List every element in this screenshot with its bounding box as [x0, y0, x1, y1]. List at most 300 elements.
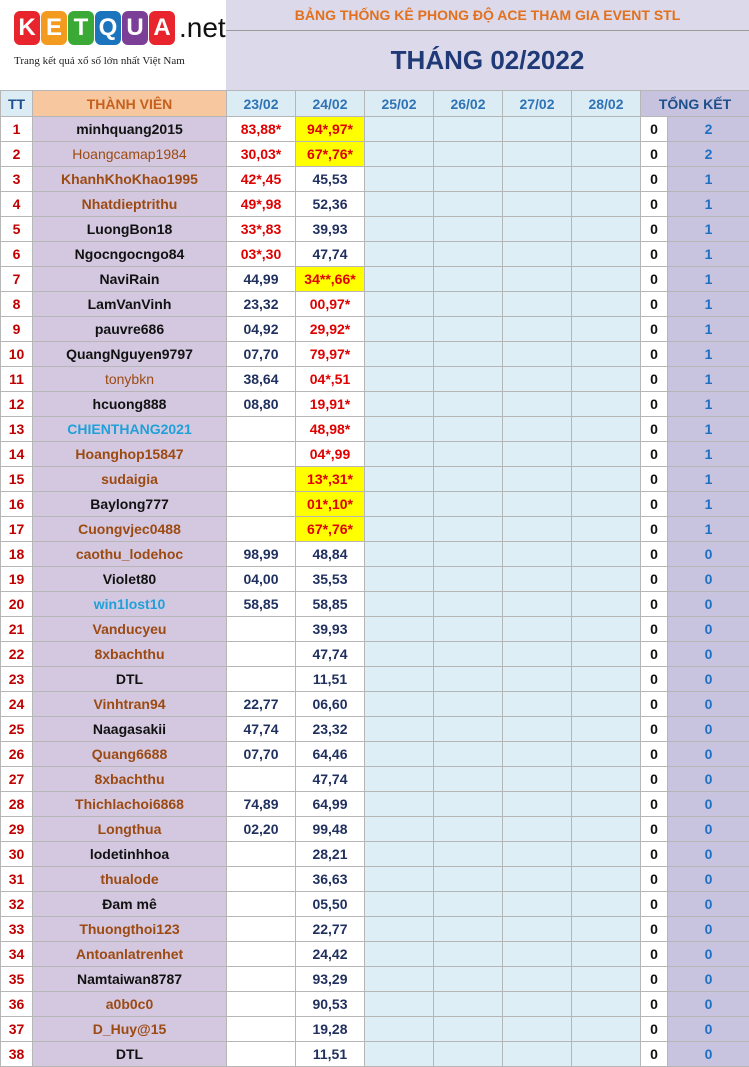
row-number: 16 [1, 492, 33, 517]
member-name[interactable]: win1lost10 [33, 592, 227, 617]
date-cell-26-02 [434, 1017, 503, 1042]
member-name[interactable]: Vinhtran94 [33, 692, 227, 717]
member-name[interactable]: thualode [33, 867, 227, 892]
summary-count: 0 [641, 142, 668, 167]
date-cell-27-02 [503, 467, 572, 492]
date-cell-26-02 [434, 642, 503, 667]
date-cell-24-02: 22,77 [296, 917, 365, 942]
date-cell-24-02: 35,53 [296, 567, 365, 592]
date-cell-25-02 [365, 742, 434, 767]
row-number: 17 [1, 517, 33, 542]
summary-count: 0 [641, 767, 668, 792]
row-number: 15 [1, 467, 33, 492]
date-cell-28-02 [572, 417, 641, 442]
date-cell-23-02: 42*,45 [227, 167, 296, 192]
date-cell-28-02 [572, 217, 641, 242]
row-number: 20 [1, 592, 33, 617]
date-cell-28-02 [572, 467, 641, 492]
table-row [1, 442, 749, 467]
member-name[interactable]: Naagasakii [33, 717, 227, 742]
date-cell-26-02 [434, 517, 503, 542]
summary-count: 0 [641, 967, 668, 992]
date-cell-28-02 [572, 192, 641, 217]
logo-letter: K [14, 11, 40, 45]
date-cell-28-02 [572, 817, 641, 842]
date-cell-25-02 [365, 192, 434, 217]
date-cell-28-02 [572, 592, 641, 617]
date-cell-23-02: 49*,98 [227, 192, 296, 217]
date-cell-25-02 [365, 342, 434, 367]
date-cell-28-02 [572, 1017, 641, 1042]
summary-count: 0 [641, 367, 668, 392]
row-number: 6 [1, 242, 33, 267]
row-number: 10 [1, 342, 33, 367]
logo-tagline: Trang kết quả xổ số lớn nhất Việt Nam [14, 55, 185, 67]
row-number: 38 [1, 1042, 33, 1067]
date-cell-28-02 [572, 242, 641, 267]
member-name[interactable]: Nhatdieptrithu [33, 192, 227, 217]
date-cell-24-02: 99,48 [296, 817, 365, 842]
row-number: 34 [1, 942, 33, 967]
month-title: THÁNG 02/2022 [226, 31, 749, 90]
row-number: 27 [1, 767, 33, 792]
member-name[interactable]: minhquang2015 [33, 117, 227, 142]
summary-total: 0 [668, 992, 749, 1017]
date-cell-24-02: 19,91* [296, 392, 365, 417]
date-cell-26-02 [434, 117, 503, 142]
logo-letter: A [149, 11, 175, 45]
date-cell-28-02 [572, 692, 641, 717]
date-cell-23-02 [227, 842, 296, 867]
date-cell-28-02 [572, 867, 641, 892]
date-cell-24-02: 67*,76* [296, 517, 365, 542]
date-cell-26-02 [434, 842, 503, 867]
date-cell-24-02: 39,93 [296, 617, 365, 642]
date-cell-26-02 [434, 592, 503, 617]
member-name[interactable]: hcuong888 [33, 392, 227, 417]
date-cell-28-02 [572, 517, 641, 542]
date-cell-24-02: 90,53 [296, 992, 365, 1017]
row-number: 5 [1, 217, 33, 242]
table-row [1, 217, 749, 242]
row-number: 2 [1, 142, 33, 167]
summary-count: 0 [641, 792, 668, 817]
date-cell-23-02 [227, 942, 296, 967]
date-cell-24-02: 39,93 [296, 217, 365, 242]
logo-letter: U [122, 11, 148, 45]
member-name[interactable]: Thichlachoi6868 [33, 792, 227, 817]
date-cell-24-02: 29,92* [296, 317, 365, 342]
row-number: 1 [1, 117, 33, 142]
date-cell-23-02: 83,88* [227, 117, 296, 142]
member-name[interactable]: Vanducyeu [33, 617, 227, 642]
date-cell-23-02 [227, 867, 296, 892]
member-name[interactable]: caothu_lodehoc [33, 542, 227, 567]
date-cell-28-02 [572, 367, 641, 392]
summary-count: 0 [641, 742, 668, 767]
date-cell-26-02 [434, 542, 503, 567]
table-row [1, 167, 749, 192]
table-row [1, 492, 749, 517]
member-name[interactable]: Quang6688 [33, 742, 227, 767]
date-cell-23-02 [227, 1042, 296, 1067]
date-cell-23-02: 07,70 [227, 742, 296, 767]
table-row [1, 917, 749, 942]
date-cell-25-02 [365, 292, 434, 317]
table-row [1, 967, 749, 992]
date-cell-27-02 [503, 717, 572, 742]
summary-total: 1 [668, 342, 749, 367]
date-cell-25-02 [365, 892, 434, 917]
date-cell-28-02 [572, 442, 641, 467]
row-number: 3 [1, 167, 33, 192]
summary-count: 0 [641, 317, 668, 342]
date-cell-24-02: 04*,51 [296, 367, 365, 392]
date-cell-28-02 [572, 742, 641, 767]
member-name[interactable]: Violet80 [33, 567, 227, 592]
summary-total: 0 [668, 942, 749, 967]
row-number: 22 [1, 642, 33, 667]
date-cell-27-02 [503, 192, 572, 217]
summary-total: 1 [668, 517, 749, 542]
member-name[interactable]: Ngocngocngo84 [33, 242, 227, 267]
date-cell-23-02: 74,89 [227, 792, 296, 817]
logo-letter: T [68, 11, 94, 45]
date-cell-25-02 [365, 717, 434, 742]
date-cell-25-02 [365, 217, 434, 242]
table-row [1, 117, 749, 142]
table-row [1, 142, 749, 167]
date-cell-26-02 [434, 492, 503, 517]
date-cell-28-02 [572, 767, 641, 792]
summary-total: 1 [668, 217, 749, 242]
ketqua-logo[interactable] [0, 0, 227, 90]
table-row [1, 1042, 749, 1067]
date-cell-26-02 [434, 717, 503, 742]
date-cell-23-02: 58,85 [227, 592, 296, 617]
summary-total: 1 [668, 317, 749, 342]
table-row [1, 792, 749, 817]
date-cell-28-02 [572, 617, 641, 642]
date-cell-25-02 [365, 992, 434, 1017]
date-cell-25-02 [365, 617, 434, 642]
date-cell-23-02 [227, 767, 296, 792]
summary-total: 0 [668, 817, 749, 842]
date-cell-28-02 [572, 292, 641, 317]
date-cell-26-02 [434, 1042, 503, 1067]
date-cell-23-02: 04,92 [227, 317, 296, 342]
date-cell-27-02 [503, 867, 572, 892]
date-cell-27-02 [503, 667, 572, 692]
date-cell-27-02 [503, 167, 572, 192]
summary-count: 0 [641, 467, 668, 492]
summary-count: 0 [641, 117, 668, 142]
row-number: 33 [1, 917, 33, 942]
table-row [1, 517, 749, 542]
table-row [1, 417, 749, 442]
summary-total: 2 [668, 117, 749, 142]
member-name[interactable]: sudaigia [33, 467, 227, 492]
page-header [0, 0, 749, 90]
member-name[interactable]: Antoanlatrenhet [33, 942, 227, 967]
member-name[interactable]: NaviRain [33, 267, 227, 292]
date-cell-27-02 [503, 942, 572, 967]
date-cell-25-02 [365, 592, 434, 617]
date-cell-26-02 [434, 217, 503, 242]
row-number: 18 [1, 542, 33, 567]
member-name[interactable]: DTL [33, 1042, 227, 1067]
date-cell-28-02 [572, 942, 641, 967]
date-cell-23-02 [227, 1017, 296, 1042]
date-cell-28-02 [572, 967, 641, 992]
date-cell-25-02 [365, 367, 434, 392]
date-cell-23-02: 33*,83 [227, 217, 296, 242]
table-row [1, 1017, 749, 1042]
summary-total: 0 [668, 717, 749, 742]
date-cell-23-02: 04,00 [227, 567, 296, 592]
date-cell-23-02: 02,20 [227, 817, 296, 842]
summary-total: 1 [668, 167, 749, 192]
logo-letter: E [41, 11, 67, 45]
date-cell-25-02 [365, 817, 434, 842]
date-cell-28-02 [572, 992, 641, 1017]
summary-total: 1 [668, 442, 749, 467]
table-row [1, 317, 749, 342]
member-name[interactable]: lodetinhhoa [33, 842, 227, 867]
date-cell-25-02 [365, 692, 434, 717]
summary-total: 1 [668, 192, 749, 217]
summary-total: 0 [668, 917, 749, 942]
date-cell-27-02 [503, 967, 572, 992]
date-cell-25-02 [365, 167, 434, 192]
member-name[interactable]: 8xbachthu [33, 642, 227, 667]
date-cell-25-02 [365, 967, 434, 992]
date-cell-26-02 [434, 767, 503, 792]
date-cell-26-02 [434, 367, 503, 392]
date-cell-26-02 [434, 942, 503, 967]
stats-table [0, 90, 749, 1067]
date-cell-23-02 [227, 467, 296, 492]
member-name[interactable]: Namtaiwan8787 [33, 967, 227, 992]
date-cell-26-02 [434, 417, 503, 442]
member-name[interactable]: LuongBon18 [33, 217, 227, 242]
table-row [1, 267, 749, 292]
member-name[interactable]: CHIENTHANG2021 [33, 417, 227, 442]
date-cell-23-02 [227, 992, 296, 1017]
date-cell-26-02 [434, 442, 503, 467]
member-name[interactable]: Baylong777 [33, 492, 227, 517]
summary-total: 0 [668, 1017, 749, 1042]
date-cell-24-02: 64,46 [296, 742, 365, 767]
date-cell-24-02: 79,97* [296, 342, 365, 367]
table-row [1, 192, 749, 217]
summary-count: 0 [641, 217, 668, 242]
member-name[interactable]: a0b0c0 [33, 992, 227, 1017]
summary-total: 1 [668, 492, 749, 517]
date-cell-26-02 [434, 192, 503, 217]
summary-total: 0 [668, 542, 749, 567]
date-cell-23-02 [227, 917, 296, 942]
date-cell-25-02 [365, 117, 434, 142]
date-cell-24-02: 28,21 [296, 842, 365, 867]
summary-total: 0 [668, 792, 749, 817]
summary-count: 0 [641, 942, 668, 967]
date-cell-25-02 [365, 917, 434, 942]
date-cell-23-02: 23,32 [227, 292, 296, 317]
row-number: 24 [1, 692, 33, 717]
member-name[interactable]: LamVanVinh [33, 292, 227, 317]
summary-count: 0 [641, 817, 668, 842]
date-cell-28-02 [572, 567, 641, 592]
date-cell-24-02: 05,50 [296, 892, 365, 917]
summary-count: 0 [641, 842, 668, 867]
date-cell-23-02: 03*,30 [227, 242, 296, 267]
summary-count: 0 [641, 442, 668, 467]
date-cell-28-02 [572, 667, 641, 692]
row-number: 26 [1, 742, 33, 767]
date-cell-23-02: 38,64 [227, 367, 296, 392]
member-name[interactable]: Longthua [33, 817, 227, 842]
row-number: 25 [1, 717, 33, 742]
member-name[interactable]: QuangNguyen9797 [33, 342, 227, 367]
member-name[interactable]: Cuongvjec0488 [33, 517, 227, 542]
header-date: 27/02 [503, 91, 572, 117]
summary-count: 0 [641, 517, 668, 542]
summary-total: 0 [668, 567, 749, 592]
date-cell-28-02 [572, 392, 641, 417]
date-cell-27-02 [503, 367, 572, 392]
table-body [1, 117, 749, 1067]
member-name[interactable]: Thuongthoi123 [33, 917, 227, 942]
member-name[interactable]: DTL [33, 667, 227, 692]
row-number: 29 [1, 817, 33, 842]
summary-count: 0 [641, 267, 668, 292]
date-cell-24-02: 36,63 [296, 867, 365, 892]
table-row [1, 867, 749, 892]
date-cell-28-02 [572, 542, 641, 567]
date-cell-28-02 [572, 842, 641, 867]
date-cell-26-02 [434, 242, 503, 267]
date-cell-25-02 [365, 667, 434, 692]
member-name[interactable]: pauvre686 [33, 317, 227, 342]
date-cell-23-02: 22,77 [227, 692, 296, 717]
table-row [1, 367, 749, 392]
date-cell-26-02 [434, 567, 503, 592]
row-number: 28 [1, 792, 33, 817]
date-cell-26-02 [434, 892, 503, 917]
row-number: 35 [1, 967, 33, 992]
date-cell-24-02: 52,36 [296, 192, 365, 217]
date-cell-23-02: 07,70 [227, 342, 296, 367]
member-name[interactable]: Hoangcamap1984 [33, 142, 227, 167]
date-cell-24-02: 00,97* [296, 292, 365, 317]
table-title: BẢNG THỐNG KÊ PHONG ĐỘ ACE THAM GIA EVENT STL [226, 0, 749, 31]
summary-count: 0 [641, 392, 668, 417]
table-row [1, 567, 749, 592]
summary-count: 0 [641, 342, 668, 367]
date-cell-27-02 [503, 117, 572, 142]
member-name[interactable]: Hoanghop15847 [33, 442, 227, 467]
date-cell-24-02: 04*,99 [296, 442, 365, 467]
member-name[interactable]: KhanhKhoKhao1995 [33, 167, 227, 192]
date-cell-24-02: 48,98* [296, 417, 365, 442]
date-cell-26-02 [434, 817, 503, 842]
date-cell-26-02 [434, 267, 503, 292]
date-cell-24-02: 23,32 [296, 717, 365, 742]
date-cell-23-02 [227, 642, 296, 667]
date-cell-23-02 [227, 417, 296, 442]
member-name[interactable]: 8xbachthu [33, 767, 227, 792]
date-cell-24-02: 93,29 [296, 967, 365, 992]
member-name[interactable]: D_Huy@15 [33, 1017, 227, 1042]
date-cell-24-02: 34**,66* [296, 267, 365, 292]
row-number: 11 [1, 367, 33, 392]
table-row [1, 942, 749, 967]
date-cell-27-02 [503, 817, 572, 842]
date-cell-23-02: 47,74 [227, 717, 296, 742]
table-row [1, 617, 749, 642]
table-row [1, 767, 749, 792]
date-cell-24-02: 11,51 [296, 1042, 365, 1067]
date-cell-28-02 [572, 892, 641, 917]
logo-brand [14, 8, 226, 48]
date-cell-27-02 [503, 317, 572, 342]
date-cell-23-02: 08,80 [227, 392, 296, 417]
table-row [1, 342, 749, 367]
date-cell-25-02 [365, 267, 434, 292]
table-row [1, 742, 749, 767]
date-cell-24-02: 01*,10* [296, 492, 365, 517]
date-cell-27-02 [503, 417, 572, 442]
date-cell-25-02 [365, 842, 434, 867]
date-cell-23-02 [227, 967, 296, 992]
date-cell-23-02: 30,03* [227, 142, 296, 167]
table-row [1, 542, 749, 567]
date-cell-27-02 [503, 792, 572, 817]
date-cell-25-02 [365, 467, 434, 492]
date-cell-24-02: 67*,76* [296, 142, 365, 167]
date-cell-23-02 [227, 667, 296, 692]
date-cell-24-02: 11,51 [296, 667, 365, 692]
date-cell-24-02: 58,85 [296, 592, 365, 617]
summary-total: 0 [668, 842, 749, 867]
date-cell-24-02: 06,60 [296, 692, 365, 717]
member-name[interactable]: tonybkn [33, 367, 227, 392]
member-name[interactable]: Đam mê [33, 892, 227, 917]
date-cell-25-02 [365, 942, 434, 967]
row-number: 31 [1, 867, 33, 892]
date-cell-27-02 [503, 842, 572, 867]
header-member: THÀNH VIÊN [33, 91, 227, 117]
date-cell-25-02 [365, 867, 434, 892]
summary-count: 0 [641, 617, 668, 642]
date-cell-23-02: 98,99 [227, 542, 296, 567]
date-cell-23-02 [227, 892, 296, 917]
summary-total: 0 [668, 692, 749, 717]
date-cell-27-02 [503, 1042, 572, 1067]
logo-letter: Q [95, 11, 121, 45]
date-cell-25-02 [365, 417, 434, 442]
row-number: 30 [1, 842, 33, 867]
date-cell-23-02 [227, 442, 296, 467]
date-cell-26-02 [434, 342, 503, 367]
summary-count: 0 [641, 717, 668, 742]
header-date: 26/02 [434, 91, 503, 117]
date-cell-28-02 [572, 642, 641, 667]
table-row [1, 817, 749, 842]
summary-count: 0 [641, 992, 668, 1017]
date-cell-27-02 [503, 692, 572, 717]
